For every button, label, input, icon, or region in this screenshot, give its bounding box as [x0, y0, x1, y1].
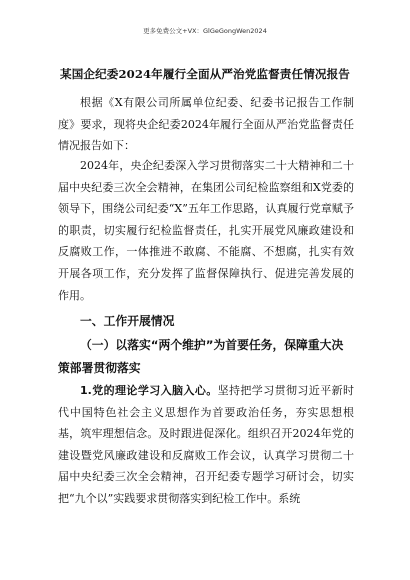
paragraph-lead: 1.党的理论学习入脑入心。: [80, 384, 218, 397]
paragraph-body: 坚持把学习贯彻习近平新时代中国特色社会主义思想作为首要政治任务，夯实思想根基，筑牢理想信念。及时跟进促深化。组织召开2024年党的建设暨党风廉政建设和反腐败工作会议，认真学习贯彻二十届中央纪委三次全会精神，召开纪委专题学习研讨会，切实把“九个以”实践要求贯彻落实到纪检工作中。系统: [58, 384, 354, 505]
intro-paragraph: 根据《X有限公司所属单位纪委、纪委书记报告工作制度》要求，现将央企纪委2024年履行全面从严治党监督责任情况报告如下：: [58, 96, 354, 153]
watermark-header: 更多免费公文+VX：GlGeGongWen2024: [143, 27, 267, 35]
body-paragraph: [58, 380, 354, 510]
section-heading: 一、工作开展情况: [80, 314, 175, 328]
document-title: 某国企纪委2024年履行全面从严治党监督责任情况报告: [60, 67, 350, 81]
subsection-heading: （一）以落实“两个维护”为首要任务，保障重大决策部署贯彻落实: [58, 338, 344, 375]
overview-paragraph: 2024年，央企纪委深入学习贯彻落实二十大精神和二十届中央纪委三次全会精神，在集团公司纪检监察组和X党委的领导下，围绕公司纪委“X”五年工作思路，认真履行党章赋予的职责，切实履行纪检监督责任，扎实开展党风廉政建设和反腐败工作，一体推进不敢腐、不能腐、不想腐，扎实有效开展各项工作，充分发挥了监督保障执行、促进完善发展的作用。: [58, 159, 354, 302]
